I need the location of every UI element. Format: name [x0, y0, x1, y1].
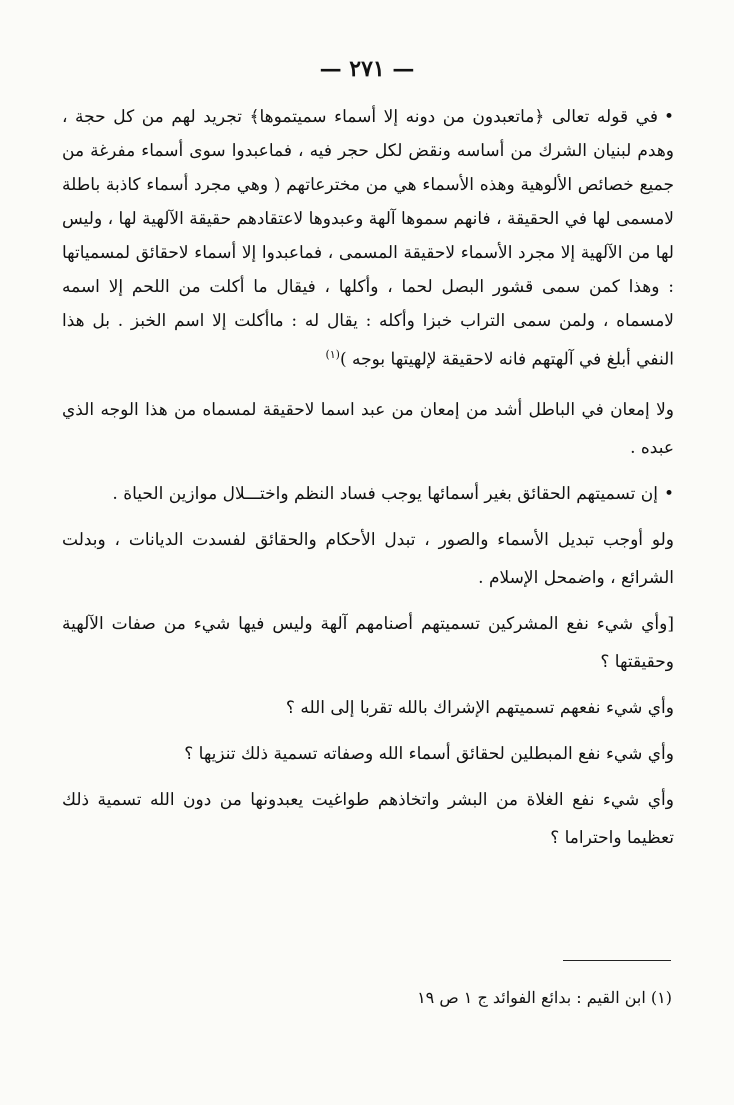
paragraph-naming-realities: [62, 475, 674, 513]
footnote: (١) ابن القيم : بدائع الفوائد ج ١ ص ١٩: [417, 988, 672, 1007]
footnote-reference: (١): [325, 348, 340, 361]
paragraph-text: في قوله تعالى ﴿ماتعبدون من دونه إلا أسماء سميتموها﴾ تجريد لهم من كل حجة ، وهدم لبنيان الشرك من أساسه ونقض لكل حجر فيه ، فماعبدوا سوى أسماء مفرغة من جميع خصائص الألوهية وهذه الأسماء هي من مخترعاتهم ( وهي مجرد أسماء كاذبة باطلة لامسمى لها في الحقيقة ، فانهم سموها آلهة وعبدوها لاعتقادهم حقيقة الآلهية لها ، وليس لها من الآلهية إلا مجرد الأسماء لاحقيقة المسمى ، فماعبدوا إلا أسماء لاحقائق لمسمياتها : وهذا كمن سمى قشور البصل لحما ، وأكلها ، فيقال ما أكلت من اللحم إلا اسمه لامسماه ، ولمن سمى التراب خبزا وأكله : يقال له : ماأكلت إلا اسم الخبز . بل هذا النفي أبلغ في آلهتهم فانه لاحقيقة لإلهيتها بوجه ): [62, 107, 674, 370]
paragraph-idols: [وأي شيء نفع المشركين تسميتهم أصنامهم آلهة وليس فيها شيء من صفات الآلهية وحقيقتها ؟: [62, 613, 674, 672]
paragraph-attributes: وأي شيء نفع المبطلين لحقائق أسماء الله وصفاته تسمية ذلك تنزيها ؟: [184, 743, 674, 764]
page-body: [62, 100, 674, 865]
paragraph-text: إن تسميتهم الحقائق بغير أسمائها يوجب فساد النظم واختـــلال موازين الحياة .: [112, 483, 658, 504]
bullet-icon: •: [663, 483, 674, 504]
paragraph-extremists: وأي شيء نفع الغلاة من البشر واتخاذهم طواغيت يعبدونها من دون الله تسمية ذلك تعظيما واحتراما ؟: [62, 789, 674, 848]
paragraph-changing-names: ولو أوجب تبديل الأسماء والصور ، تبدل الأحكام والحقائق لفسدت الديانات ، وبدلت الشرائع ، واضمحل الإسلام .: [62, 529, 674, 588]
paragraph-shirk: وأي شيء نفعهم تسميتهم الإشراك بالله تقربا إلى الله ؟: [285, 697, 674, 718]
page-number: — ٢٧١ —: [319, 56, 415, 82]
bullet-icon: •: [663, 107, 674, 127]
paragraph-falsehood: ولا إمعان في الباطل أشد من إمعان من عبد اسما لاحقيقة لمسماه من هذا الوجه الذي عبده .: [62, 399, 674, 458]
paragraph-quran-commentary: [62, 100, 674, 377]
footnote-divider: [563, 960, 671, 961]
